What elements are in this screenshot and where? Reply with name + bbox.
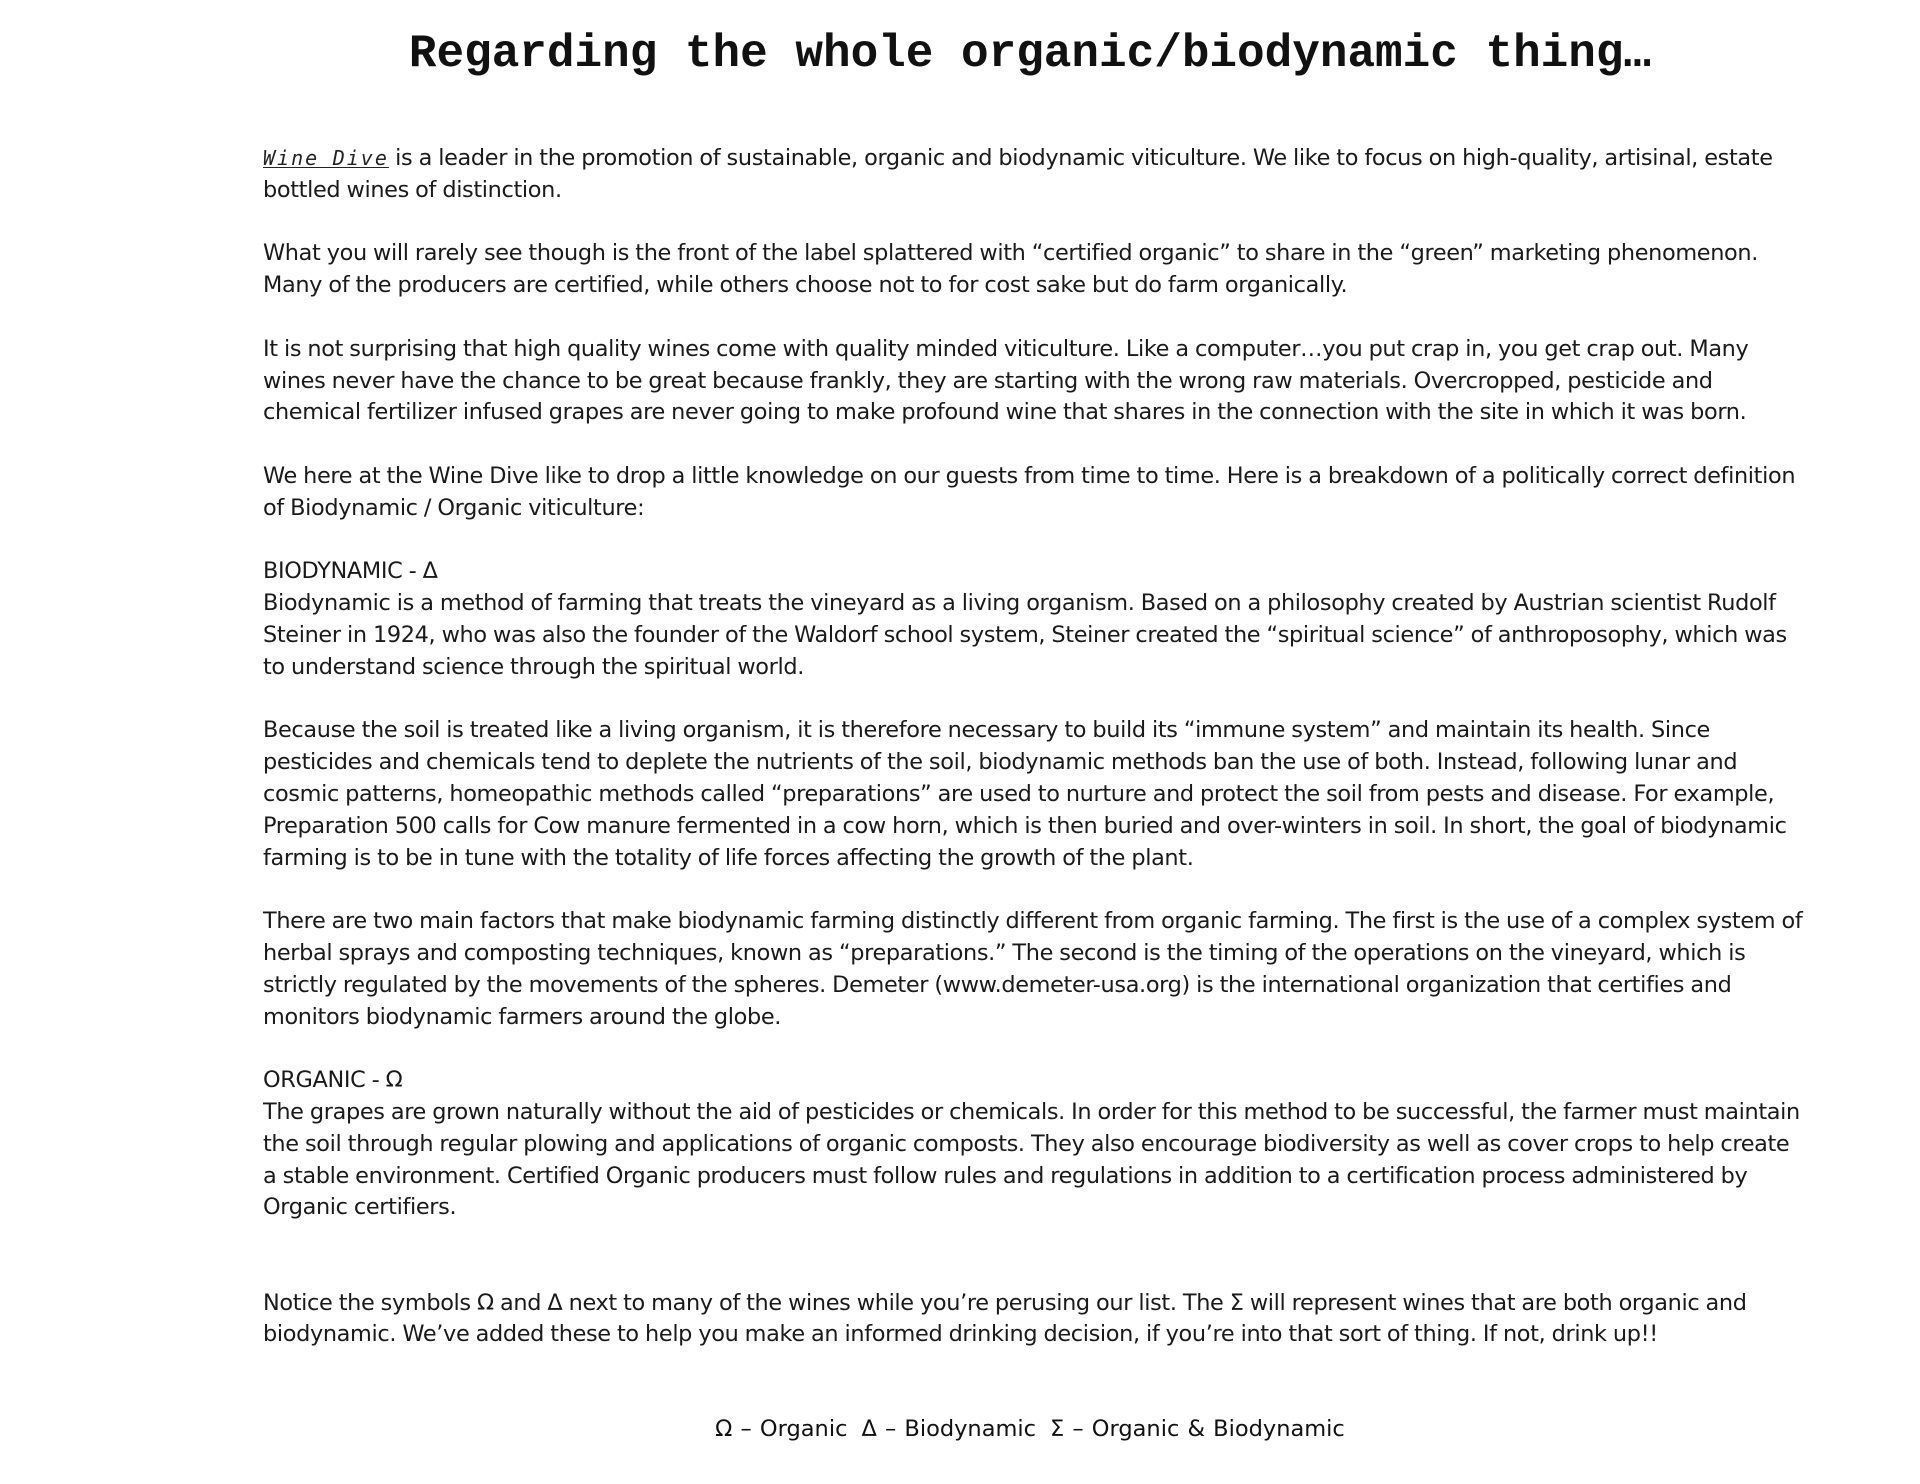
document-body <box>263 143 1803 1383</box>
legend-both: Σ – Organic & Biodynamic <box>1050 1416 1345 1442</box>
biodynamic-factors-paragraph: There are two main factors that make biodynamic farming distinctly different from organic farming. The first is the use of a complex system of herbal sprays and composting techniques, known as “preparations.” The second is the timing of the operations on the vineyard, which is strictly regulated by the movements of the spheres. Demeter (www.demeter-usa.org) is the international organization that certifies and monitors biodynamic farmers around the globe. <box>263 908 1803 1030</box>
paragraph-label-marketing: What you will rarely see though is the front of the label splattered with “certified organic” to share in the “green” marketing phenomenon. Many of the producers are certified, while others choose not to for cost sake but do farm organically. <box>263 240 1759 299</box>
biodynamic-heading: BIODYNAMIC - Δ <box>263 558 438 585</box>
biodynamic-soil-paragraph: Because the soil is treated like a living organism, it is therefore necessary to build its “immune system” and maintain its health. Since pesticides and chemicals tend to deplete the nutrients of the soil, biodynamic methods ban the use of both. Instead, following lunar and cosmic patterns, homeopathic methods called “preparations” are used to nurture and protect the soil from pests and disease. For example, Preparation 500 calls for Cow manure fermented in a cow horn, which is then buried and over-winters in soil. In short, the goal of biodynamic farming is to be in tune with the totality of life forces affecting the growth of the plant. <box>263 717 1787 871</box>
organic-heading: ORGANIC - Ω <box>263 1067 403 1094</box>
intro-text: is a leader in the promotion of sustainable, organic and biodynamic viticulture. We like to focus on high-quality, artisinal, estate bottled wines of distinction. <box>263 145 1773 203</box>
legend-biodynamic: Δ – Biodynamic <box>861 1416 1037 1442</box>
organic-section <box>263 1065 1803 1224</box>
notice-paragraph: Notice the symbols Ω and Δ next to many of the wines while you’re perusing our list. The Σ will represent wines that are both organic and biodynamic. We’ve added these to help you make an informed drinking decision, if you’re into that sort of thing. If not, drink up!! <box>263 1289 1747 1348</box>
biodynamic-definition: Biodynamic is a method of farming that treats the vineyard as a living organism. Based on a philosophy created by Austrian scientist Rudolf Steiner in 1924, who was also the founder of the Waldorf school system, Steiner created the “spiritual science” of anthroposophy, which was to understand science through the spiritual world. <box>263 590 1787 680</box>
symbol-legend <box>0 1416 1920 1442</box>
biodynamic-section <box>263 556 1803 683</box>
spacer <box>263 1256 1803 1288</box>
paragraph-quality-viticulture: It is not surprising that high quality wines come with quality minded viticulture. Like a computer…you put crap in, you get crap out. Many wines never have the chance to be great because frankly, they are starting with the wrong raw materials. Overcropped, pesticide and chemical fertilizer infused grapes are never going to make profound wine that shares in the connection with the site in which it was born. <box>263 335 1749 426</box>
page-title: Regarding the whole organic/biodynamic thing… <box>408 28 1652 80</box>
intro-paragraph <box>263 143 1803 207</box>
brand-logo-text: Wine Dive <box>263 146 389 170</box>
legend-organic: Ω – Organic <box>715 1416 848 1442</box>
organic-definition: The grapes are grown naturally without the aid of pesticides or chemicals. In order for this method to be successful, the farmer must maintain the soil through regular plowing and applications of organic composts. They also encourage biodiversity as well as cover crops to help create a stable environment. Certified Organic producers must follow rules and regulations in addition to a certification process administered by Organic certifiers. <box>263 1098 1800 1221</box>
paragraph-knowledge: We here at the Wine Dive like to drop a little knowledge on our guests from time to time. Here is a breakdown of a politically correct definition of Biodynamic / Organic viticulture: <box>263 462 1796 521</box>
